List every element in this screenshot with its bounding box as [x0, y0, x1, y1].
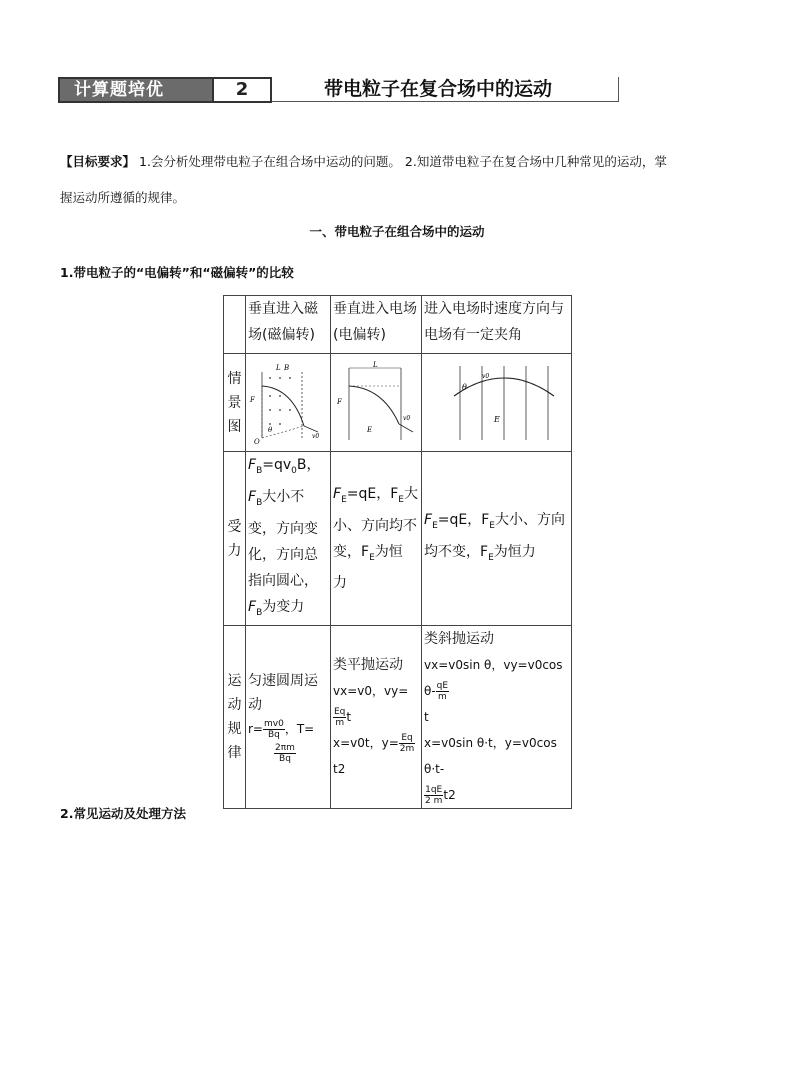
section-title: 一、带电粒子在组合场中的运动	[309, 224, 485, 239]
scene-electric	[331, 354, 422, 452]
chapter-header	[58, 77, 562, 107]
label-F-e: F	[337, 397, 342, 406]
label-v0: v0	[312, 432, 320, 440]
label-L-e: L	[373, 360, 378, 369]
goals-label: 【目标要求】	[60, 154, 136, 169]
header-electric: 垂直进入电场(电偏转)	[331, 296, 422, 354]
row-label-motion: 运动规律	[224, 626, 246, 809]
label-B: B	[284, 363, 290, 372]
label-v0-o: v0	[482, 372, 490, 380]
label-theta-o: θ	[462, 382, 467, 392]
label-v0-e: v0	[403, 414, 411, 422]
scene-oblique	[422, 354, 572, 452]
force-electric: $F_E=qE$，$F_E$大 小、方向均不 变，$F_E$为恒 力	[331, 452, 422, 626]
table-corner	[224, 296, 246, 354]
subsection-title-1: 1.带电粒子的“电偏转”和“磁偏转”的比较	[60, 265, 294, 280]
electric-deflection-diagram	[333, 360, 419, 446]
scene-magnetic	[246, 354, 331, 452]
row-label-force: 受力	[224, 452, 246, 626]
header-oblique: 进入电场时速度方向与电场有一定夹角	[422, 296, 572, 354]
oblique-entry-diagram	[424, 360, 569, 446]
subsection-title-2: 2.常见运动及处理方法	[60, 806, 186, 821]
table-row-scene	[224, 354, 572, 452]
goals-text-2: 握运动所遵循的规律。	[60, 190, 186, 205]
motion-magnetic: 匀速圆周运 动 r= $\frac{mv0}{Bq}$ ，T= $\frac{2\pi m}{Bq}$	[246, 626, 331, 809]
chapter-badge: 计算题培优	[58, 77, 214, 103]
magnetic-deflection-diagram	[248, 360, 328, 446]
force-oblique: $F_E=qE$，$F_E$大小、方向 均不变，$F_E$为恒力	[422, 452, 572, 626]
label-theta: θ	[268, 425, 273, 434]
label-F: F	[250, 395, 255, 404]
learning-goals	[60, 144, 750, 216]
header-rule	[272, 101, 618, 102]
label-E: E	[367, 425, 373, 434]
table-row-force	[224, 452, 572, 626]
table-header-row	[224, 296, 572, 354]
label-E-o: E	[494, 414, 500, 424]
motion-electric: 类平抛运动 vx=v0，vy= $\frac{Eq}{m}$ t x=v0t，y= $\frac{Eq}{2m}$ t2	[331, 626, 422, 809]
motion-oblique: 类斜抛运动 vx=v0sin θ，vy=v0cos θ- $\frac{qE}{m}$ t x=v0sin θ·t，y=v0cos θ·t- $\frac{1qE}{2 m}$ t2	[422, 626, 572, 809]
page-title: 带电粒子在复合场中的运动	[324, 78, 553, 100]
force-magnetic: $F_B=qv_0B$， $F_B$大小不 变，方向变 化，方向总 指向圆心， $F_B$为变力	[246, 452, 331, 626]
comparison-table	[223, 295, 572, 809]
label-L: L	[276, 363, 281, 372]
row-label-scene: 情景图	[224, 354, 246, 452]
label-O: O	[254, 437, 260, 446]
goals-text-1: 1.会分析处理带电粒子在组合场中运动的问题。 2.知道带电粒子在复合场中几种常见的运动，掌	[135, 154, 667, 169]
table-row-motion	[224, 626, 572, 809]
chapter-badge-number: 2	[214, 77, 272, 103]
header-magnetic: 垂直进入磁场(磁偏转)	[246, 296, 331, 354]
header-vrule	[618, 77, 619, 102]
